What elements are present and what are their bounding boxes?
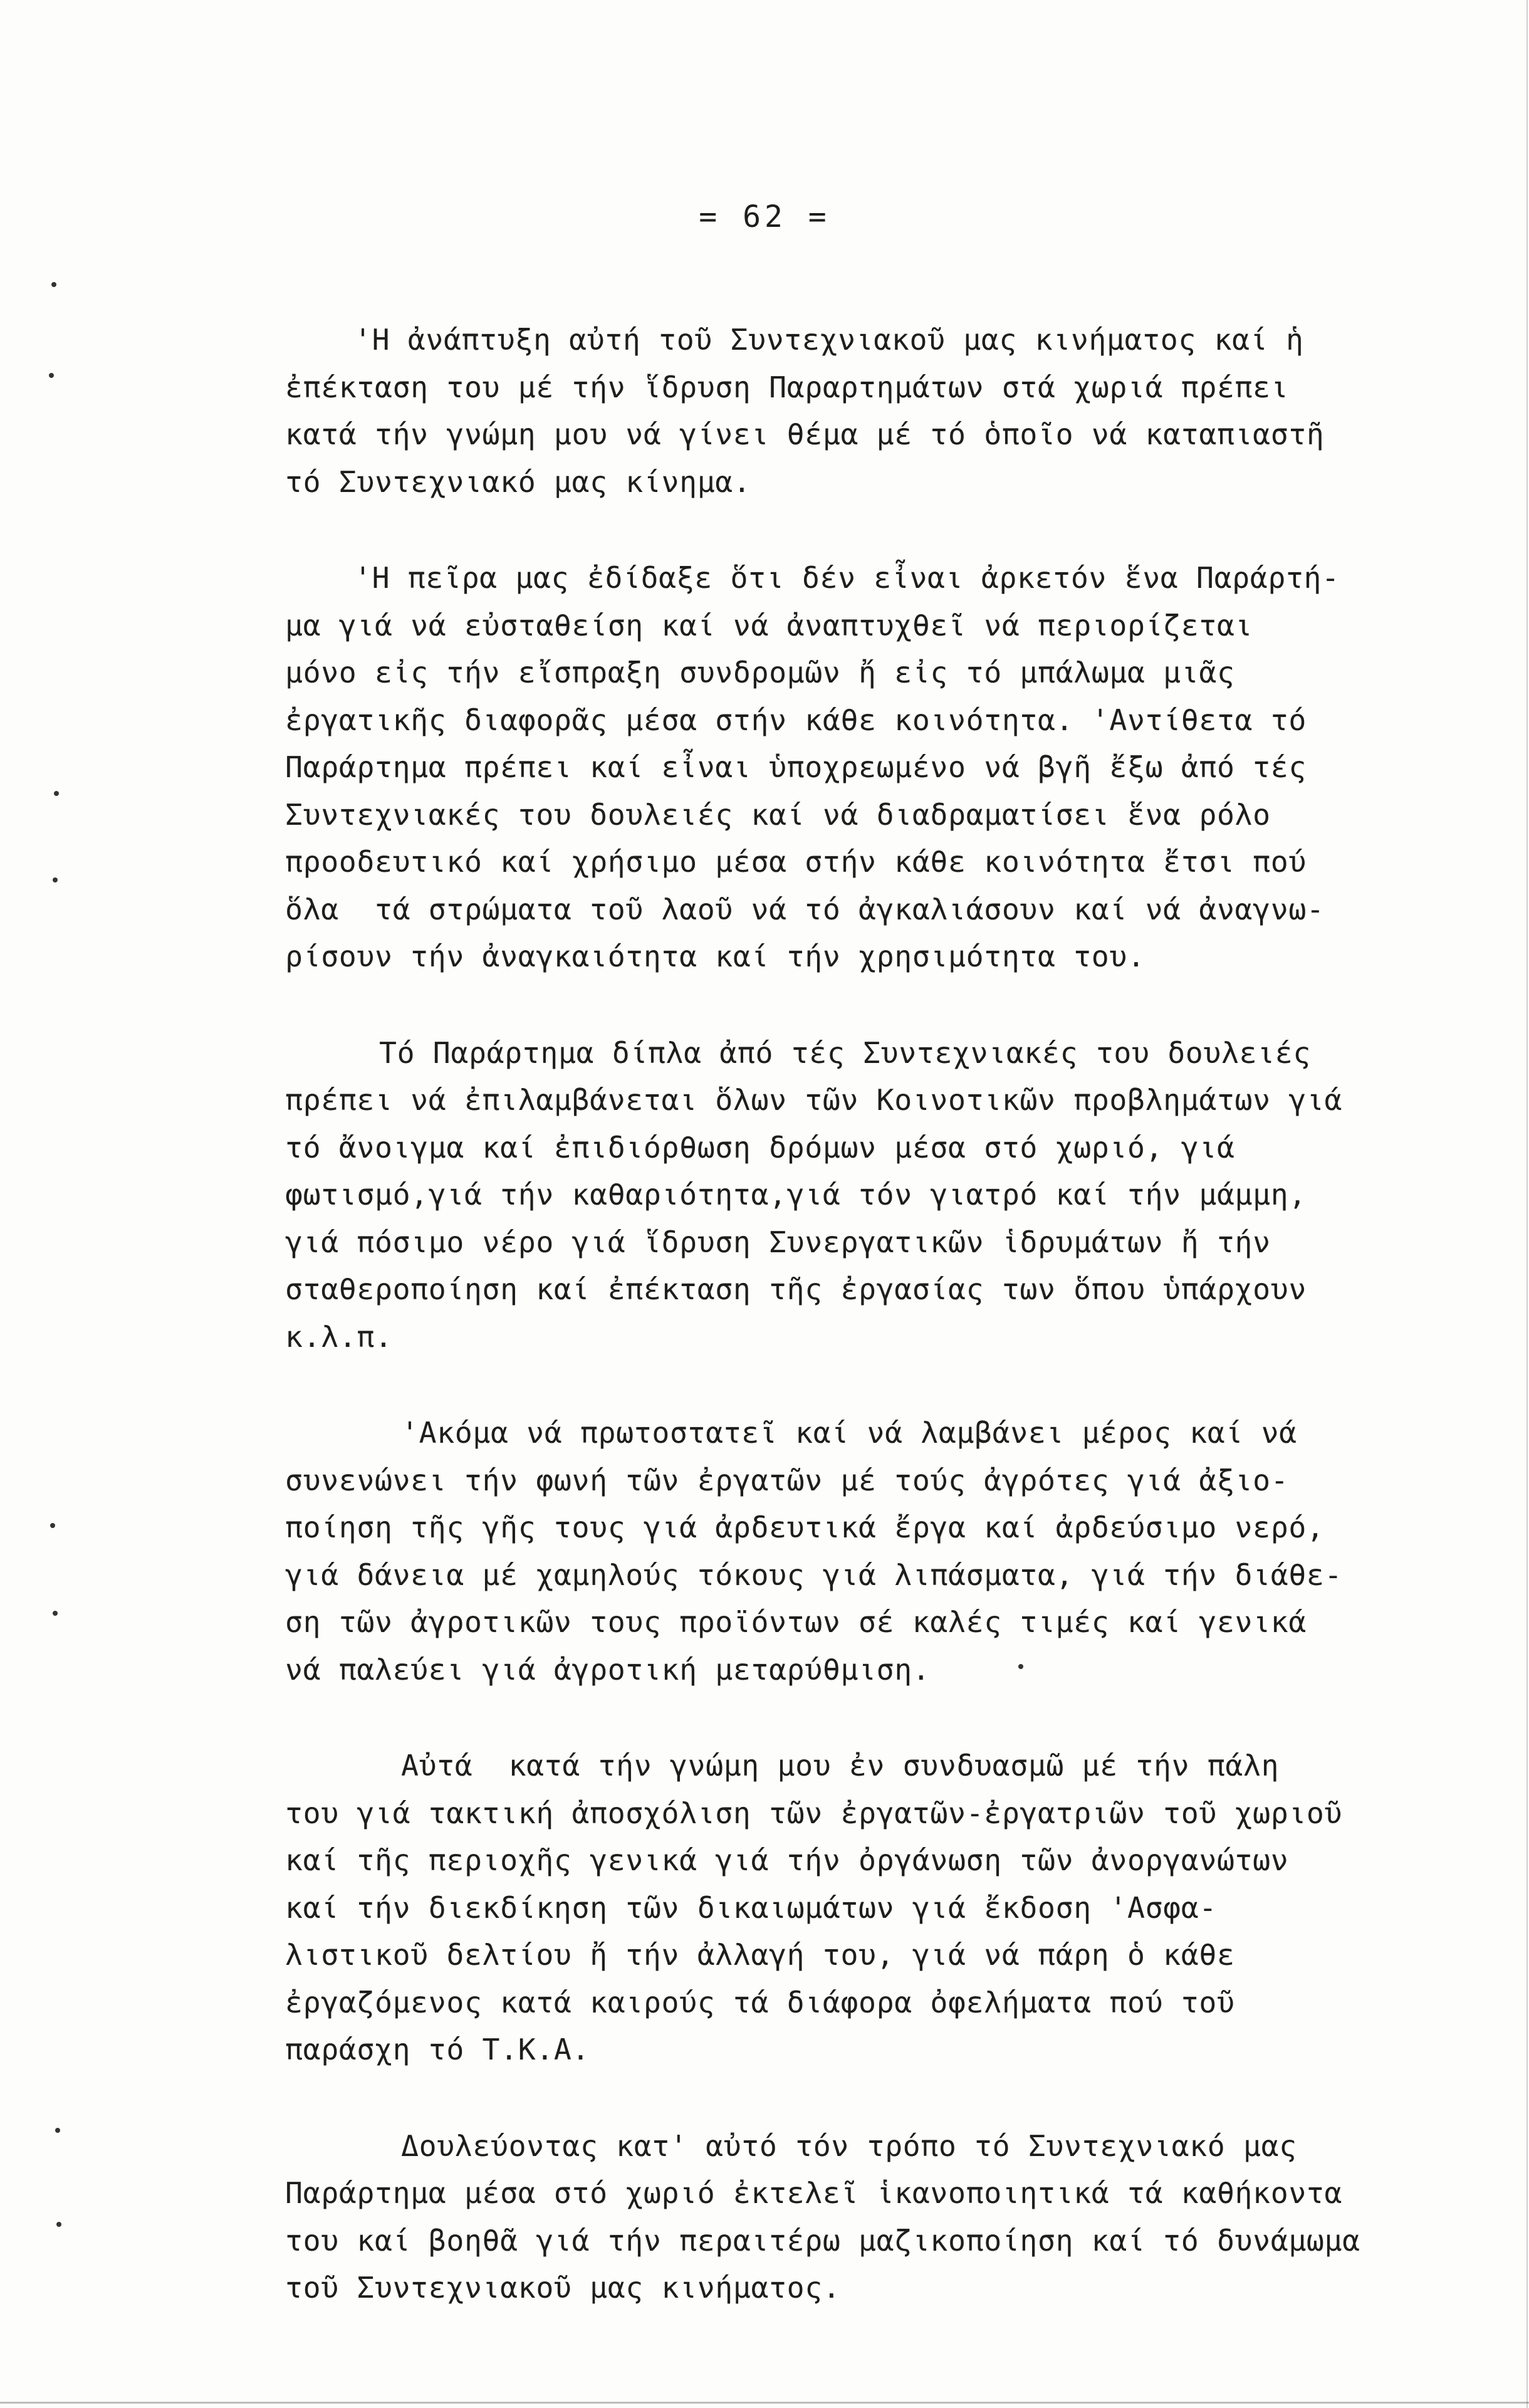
- scan-edge-line: [1526, 0, 1528, 2408]
- scan-speck: [49, 373, 54, 378]
- text-line: 'Η πεῖρα μας ἐδίδαξε ὅτι δέν εἶναι ἀρκετόν ἕνα Παράρτή-: [354, 561, 1340, 595]
- scan-speck: [55, 2128, 60, 2133]
- text-line: Τό Παράρτημα δίπλα ἀπό τές Συντεχνιακές του δουλειές: [379, 1035, 1311, 1070]
- scan-edge-line: [0, 2402, 1529, 2404]
- text-line: τοῦ Συντεχνιακοῦ μας κινήματος.: [285, 2271, 841, 2305]
- text-line: γιά πόσιμο νέρο γιά ἵδρυση Συνεργατικῶν ἱδρυμάτων ἤ τήν: [285, 1225, 1271, 1259]
- text-line: Παράρτημα πρέπει καί εἶναι ὑποχρεωμένο νά βγῆ ἔξω ἀπό τές: [285, 750, 1307, 784]
- text-line: συνενώνει τήν φωνή τῶν ἐργατῶν μέ τούς ἀγρότες γιά ἀξιο-: [285, 1463, 1289, 1497]
- text-line: φωτισμό,γιά τήν καθαριότητα,γιά τόν γιατρό καί τήν μάμμη,: [285, 1178, 1307, 1212]
- text-line: Αὐτά κατά τήν γνώμη μου ἐν συνδυασμῶ μέ τήν πάλη: [401, 1749, 1280, 1782]
- text-line: κ.λ.π.: [285, 1319, 393, 1354]
- text-line: καί τῆς περιοχῆς γενικά γιά τήν ὀργάνωση τῶν ἀνοργανώτων: [285, 1843, 1289, 1877]
- text-line: γιά δάνεια μέ χαμηλούς τόκους γιά λιπάσματα, γιά τήν διάθε-: [285, 1557, 1343, 1592]
- text-line: 'Ακόμα νά πρωτοστατεῖ καί νά λαμβάνει μέρος καί νά: [401, 1416, 1297, 1450]
- text-line: Συντεχνιακές του δουλειές καί νά διαδραματίσει ἕνα ρόλο: [285, 797, 1271, 832]
- text-line: ποίηση τῆς γῆς τους γιά ἀρδευτικά ἔργα καί ἀρδεύσιμο νερό,: [285, 1510, 1325, 1544]
- text-line: ἐπέκταση του μέ τήν ἵδρυση Παραρτημάτων στά χωριά πρέπει: [285, 370, 1289, 404]
- text-line: του καί βοηθᾶ γιά τήν περαιτέρω μαζικοποίηση καί τό δυνάμωμα: [285, 2223, 1360, 2258]
- text-line: Δουλεύοντας κατ' αὐτό τόν τρόπο τό Συντεχνιακό μας: [401, 2128, 1297, 2163]
- scan-speck: [54, 791, 59, 796]
- scan-speck: [51, 282, 56, 287]
- text-line: μόνο εἰς τήν εἴσπραξη συνδρομῶν ἤ εἰς τό μπάλωμα μιᾶς: [285, 656, 1235, 689]
- scan-speck: [53, 877, 58, 882]
- scan-speck: [53, 1611, 58, 1616]
- text-line: προοδευτικό καί χρήσιμο μέσα στήν κάθε κοινότητα ἔτσι πού: [285, 845, 1307, 879]
- text-line: λιστικοῦ δελτίου ἤ τήν ἀλλαγή του, γιά νά πάρη ὁ κάθε: [285, 1938, 1235, 1972]
- paragraph-5: [285, 1742, 1457, 2074]
- text-line: νά παλεύει γιά ἀγροτική μεταρύθμιση.: [285, 1652, 931, 1687]
- paragraph-1: [285, 317, 1457, 506]
- paragraph-6: [285, 2123, 1457, 2312]
- text-line: του γιά τακτική ἀποσχόλιση τῶν ἐργατῶν-ἐργατριῶν τοῦ χωριοῦ: [285, 1796, 1343, 1830]
- scan-speck: [50, 1523, 55, 1528]
- text-line: ση τῶν ἀγροτικῶν τους προϊόντων σέ καλές τιμές καί γενικά: [285, 1605, 1307, 1639]
- text-line: 'Η ἀνάπτυξη αὐτή τοῦ Συντεχνιακοῦ μας κινήματος καί ἡ: [354, 323, 1304, 357]
- text-line: πρέπει νά ἐπιλαμβάνεται ὅλων τῶν Κοινοτικῶν προβλημάτων γιά: [285, 1083, 1343, 1117]
- text-line: ἐργαζόμενος κατά καιρούς τά διάφορα ὀφελήματα πού τοῦ: [285, 1985, 1235, 2019]
- paragraph-3: [285, 1030, 1457, 1361]
- paragraph-4: [285, 1410, 1457, 1693]
- text-line: σταθεροποίηση καί ἐπέκταση τῆς ἐργασίας των ὅπου ὑπάρχουν: [285, 1272, 1307, 1306]
- text-line: παράσχη τό Τ.Κ.Α.: [285, 2033, 590, 2066]
- text-line: ἐργατικῆς διαφορᾶς μέσα στήν κάθε κοινότητα. 'Αντίθετα τό: [285, 703, 1307, 737]
- text-line: τό ἄνοιγμα καί ἐπιδιόρθωση δρόμων μέσα στό χωριό, γιά: [285, 1130, 1235, 1165]
- body-text: [285, 317, 1457, 2361]
- text-line: κατά τήν γνώμη μου νά γίνει θέμα μέ τό ὁποῖο νά καταπιαστῆ: [285, 417, 1325, 451]
- paragraph-2: [285, 555, 1457, 981]
- text-line: ὅλα τά στρώματα τοῦ λαοῦ νά τό ἀγκαλιάσουν καί νά ἀναγνω-: [285, 892, 1325, 926]
- text-line: καί τήν διεκδίκηση τῶν δικαιωμάτων γιά ἔκδοση 'Ασφα-: [285, 1890, 1217, 1925]
- scan-speck: [56, 2222, 61, 2227]
- scan-speck: [1018, 1664, 1023, 1669]
- page-number: = 62 =: [699, 199, 830, 234]
- text-line: τό Συντεχνιακό μας κίνημα.: [285, 464, 751, 499]
- text-line: ρίσουν τήν ἀναγκαιότητα καί τήν χρησιμότητα του.: [285, 940, 1145, 973]
- text-line: Παράρτημα μέσα στό χωριό ἐκτελεῖ ἱκανοποιητικά τά καθήκοντα: [285, 2176, 1343, 2210]
- text-line: μα γιά νά εὐσταθείση καί νά ἀναπτυχθεῖ νά περιορίζεται: [285, 608, 1253, 642]
